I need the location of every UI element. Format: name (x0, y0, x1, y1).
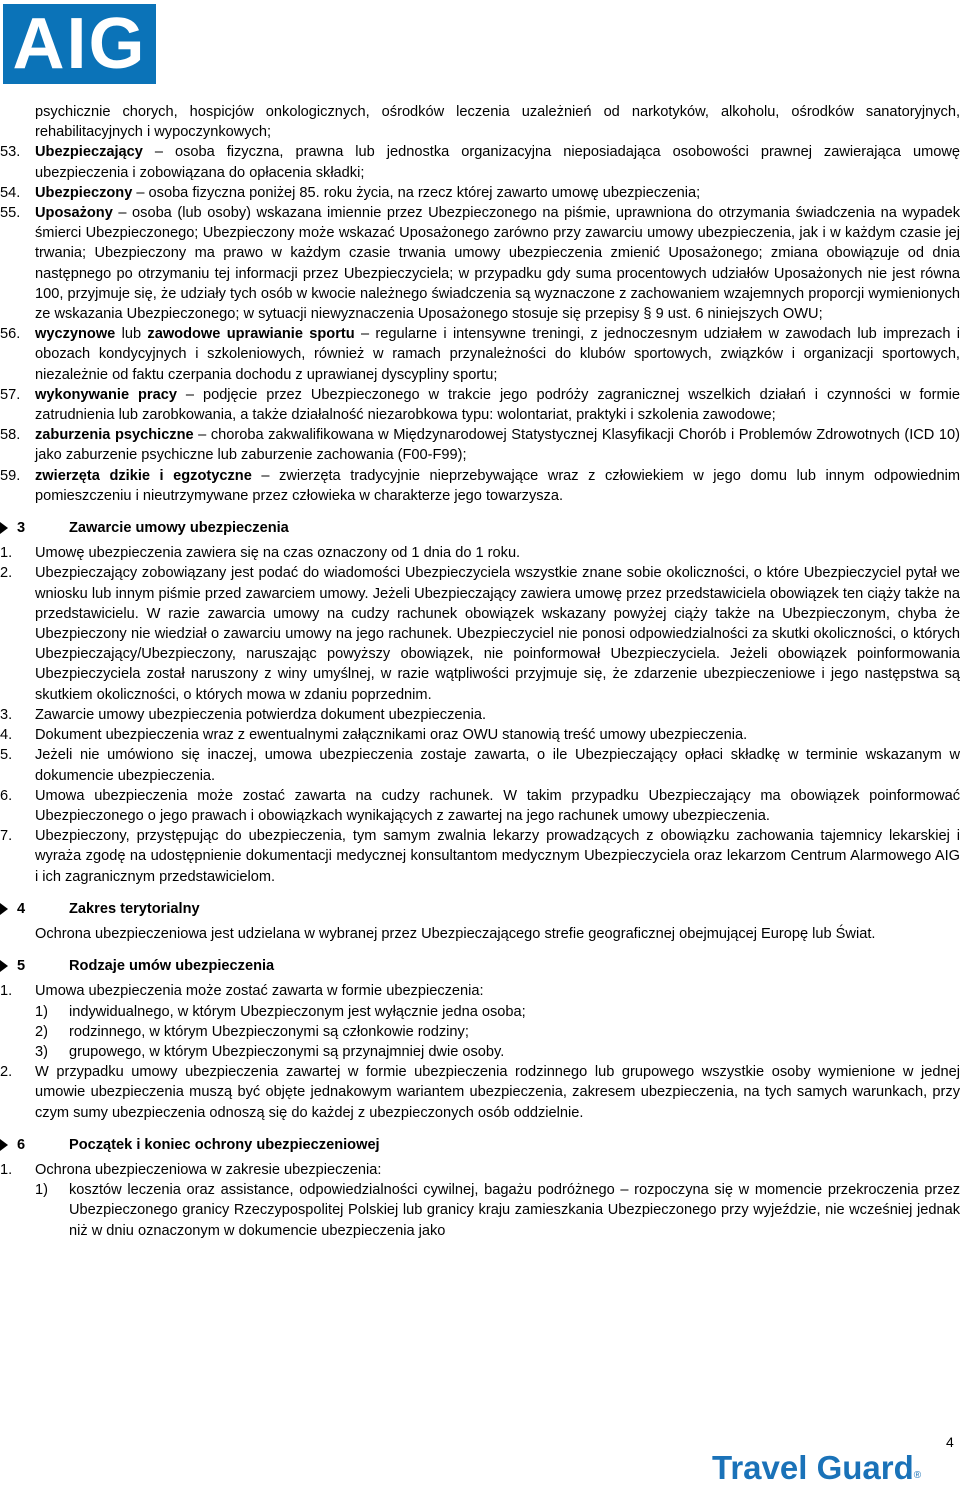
section-5-subitem-1 (0, 1002, 960, 1022)
item-number: 4. (0, 727, 13, 744)
definition-number: 53. (0, 144, 21, 161)
section-text: Ochrona ubezpieczeniowa jest udzielana w wybranej przez Ubezpieczającego strefie geograficznej obejmującej Europę lub Świat. (35, 925, 876, 942)
item-number: 1. (0, 1161, 13, 1178)
item-text: Ubezpieczony, przystępując do ubezpieczenia, tym samym zwalnia lekarzy prowadzących z obowiązku zachowania tajemnicy lekarskiej i wyraża zgodę na udostępnienie dokumentacji medycznej konsultantom medycznym Ubezpieczyciela oraz lekarzom Centrum Alarmowego AIG i ich zagranicznym przedstawicielom. (35, 828, 960, 885)
item-number: 5. (0, 747, 13, 764)
section-number: 4 (17, 900, 26, 917)
item-text: Ochrona ubezpieczeniowa w zakresie ubezpieczenia: (35, 1161, 382, 1178)
section-3-item-1 (0, 543, 960, 563)
subitem-number: 1) (35, 1182, 48, 1199)
section-3-item-5 (0, 745, 960, 785)
definition-text: – regularne i intensywne treningi, z jednoczesnym udziałem w zawodach lub imprezach i obozach kondycyjnych i szkoleniowych, również w ramach przynależności do klubów sportowych, związków i organizacji sportowych, niezależnie od faktu czerpania dochodu z uprawianej dyscypliny sportu; (35, 326, 960, 383)
section-title: Zakres terytorialny (69, 900, 200, 917)
definition-59 (0, 466, 960, 506)
section-3-heading (0, 518, 960, 538)
bullet-arrow-icon (0, 1139, 8, 1151)
section-3-item-7 (0, 826, 960, 887)
item-text: Umowę ubezpieczenia zawiera się na czas oznaczony od 1 dnia do 1 roku. (35, 545, 521, 562)
section-3-item-2 (0, 563, 960, 704)
subitem-number: 1) (35, 1003, 48, 1020)
section-3-item-3 (0, 705, 960, 725)
item-number: 2. (0, 1064, 13, 1081)
section-5-heading (0, 956, 960, 976)
subitem-text: grupowego, w którym Ubezpieczonymi są przynajmniej dwie osoby. (69, 1043, 505, 1060)
item-number: 6. (0, 787, 13, 804)
bullet-arrow-icon (0, 522, 8, 534)
item-text: Dokument ubezpieczenia wraz z ewentualnymi załącznikami oraz OWU stanowią treść umowy ubezpieczenia. (35, 727, 748, 744)
brand-text: Travel Guard (712, 1449, 914, 1486)
spacer (0, 506, 960, 518)
section-5-item-2 (0, 1062, 960, 1123)
definition-57 (0, 385, 960, 425)
registered-mark: ® (913, 1470, 922, 1481)
aig-logo (3, 4, 156, 84)
definition-term: wyczynowe (35, 326, 116, 343)
definition-term: Ubezpieczony (35, 184, 133, 201)
definition-text: – osoba fizyczna, prawna lub jednostka organizacyjna nieposiadająca osobowości prawnej zawierająca umowę ubezpieczenia i zobowiązana do opłacenia składki; (35, 144, 960, 181)
section-number: 5 (17, 958, 26, 975)
subitem-text: rodzinnego, w którym Ubezpieczonymi są członkowie rodziny; (69, 1023, 469, 1040)
definition-52-continued (0, 102, 960, 142)
item-number: 7. (0, 828, 13, 845)
definition-connector: lub (115, 326, 148, 343)
definition-56 (0, 324, 960, 385)
item-number: 1. (0, 545, 13, 562)
definition-number: 58. (0, 427, 21, 444)
subitem-number: 2) (35, 1023, 48, 1040)
definition-58 (0, 425, 960, 465)
definition-text: – podjęcie przez Ubezpieczonego w trakcie jego podróży zagranicznej wszelkich działań i czynności w formie zatrudnienia lub zarobkowania, a także działalność niezarobkowa typu: wolontariat, praktyki i szkolenia zawodowe; (35, 386, 960, 424)
subitem-text: kosztów leczenia oraz assistance, odpowiedzialności cywilnej, bagażu podróżnego – rozpoczyna się w momencie przekroczenia przez Ubezpieczonego granicy Rzeczypospolitej Polskiej lub granicy kraju zamieszkania Ubezpieczonego przy wyjeździe, nie wcześniej jednak niż w dniu oznaczonym w dokumencie ubezpieczenia jako (69, 1182, 960, 1239)
section-3-item-4 (0, 725, 960, 745)
bullet-arrow-icon (0, 960, 8, 972)
section-title: Początek i koniec ochrony ubezpieczeniowej (69, 1136, 380, 1153)
item-number: 2. (0, 565, 13, 582)
definition-text: – osoba (lub osoby) wskazana imiennie przez Ubezpieczonego na piśmie, uprawniona do otrzymania świadczenia na wypadek śmierci Ubezpieczonego; Ubezpieczony może wskazać Uposażonego zarówno przy zawarciu umowy ubezpieczenia, jak i w każdym czasie jej trwania; Ubezpieczony ma prawo w każdym czasie trwania umowy ubezpieczenia zmienić Uposażonego; zmiana obowiązuje od dnia następnego po otrzymaniu tej informacji przez Ubezpieczyciela; w przypadku gdy suma procentowych udziałów Uposażonych nie jest równa 100, przyjmuje się, że udziały tych osób w kwocie należnego świadczenia są wyznaczone z zachowaniem wzajemnych proporcji wymienionych ze wskazania Ubezpieczonego; w sytuacji niewyznaczenia Uposażonego stosuje się przepisy § 9 ust. 6 niniejszych OWU; (35, 205, 960, 323)
subitem-text: indywidualnego, w którym Ubezpieczonym jest wyłącznie jedna osoba; (69, 1003, 526, 1020)
section-5-subitem-2 (0, 1022, 960, 1042)
item-number: 3. (0, 706, 13, 723)
travel-guard-logo (712, 1446, 921, 1490)
spacer (0, 1123, 960, 1135)
definition-text: – osoba fizyczna poniżej 85. roku życia, na rzecz której zawarto umowę ubezpieczenia; (132, 184, 701, 201)
section-5-item-1 (0, 981, 960, 1001)
section-5-subitem-3 (0, 1042, 960, 1062)
definition-term: Ubezpieczający (35, 144, 143, 161)
item-text: Jeżeli nie umówiono się inaczej, umowa ubezpieczenia zostaje zawarta, o ile Ubezpieczający opłaci składkę w terminie wskazanym w dokumencie ubezpieczenia. (35, 747, 960, 784)
section-6-item-1 (0, 1160, 960, 1180)
document-body (0, 102, 960, 1241)
definition-number: 56. (0, 326, 21, 343)
definition-53 (0, 142, 960, 182)
item-text: W przypadku umowy ubezpieczenia zawartej w formie ubezpieczenia rodzinnego lub grupowego wszystkie osoby wymienione w jednej umowie ubezpieczenia muszą być objęte jednakowym wariantem ubezpieczenia, zakresem ubezpieczenia, na tych samych warunkach, przy czym sumy ubezpieczenia odnoszą się do każdej z ubezpieczonych osób oddzielnie. (35, 1064, 960, 1121)
item-text: Umowa ubezpieczenia może zostać zawarta w formie ubezpieczenia: (35, 983, 484, 1000)
section-title: Rodzaje umów ubezpieczenia (69, 958, 275, 975)
aig-logo-text: AIG (12, 4, 147, 84)
item-text: Umowa ubezpieczenia może zostać zawarta na cudzy rachunek. W takim przypadku Ubezpieczający ma obowiązek poinformować Ubezpieczonego o jego prawach i obowiązkach wynikających z zawartej na jego rachunek umowy ubezpieczenia. (35, 787, 960, 824)
section-title: Zawarcie umowy ubezpieczenia (69, 520, 289, 537)
spacer (0, 944, 960, 956)
section-number: 6 (17, 1136, 26, 1153)
definition-text: – choroba zakwalifikowana w Międzynarodowej Statystycznej Klasyfikacji Chorób i Problemów Zdrowotnych (ICD 10) jako zaburzenie psychiczne lub zaburzenie zachowania (F00-F99); (35, 427, 960, 464)
bullet-arrow-icon (0, 903, 8, 915)
item-text: Ubezpieczający zobowiązany jest podać do wiadomości Ubezpieczyciela wszystkie znane sobie okoliczności, o które Ubezpieczyciel pytał we wniosku lub innym piśmie przed zawarciem umowy. Jeżeli Ubezpieczający zawiera umowę przez przedstawiciela obowiązek ten ciąży także na przedstawicielu. W razie zawarcia umowy na cudzy rachunek obowiązek wskazany powyżej ciąży także na Ubezpieczonym, chyba że Ubezpieczony nie wiedział o zawarciu umowy na jego rachunek. Ubezpieczyciel nie ponosi odpowiedzialności za skutki okoliczności, o których Ubezpieczający/Ubezpieczony, naruszając powyższy obowiązek, nie poinformował Ubezpieczyciela. Jeżeli obowiązek poinformowania Ubezpieczyciela został naruszony z winy umyślnej, w razie wątpliwości przyjmuje się, że zdarzenie ubezpieczeniowe i jego następstwa są skutkiem okoliczności, o których mowa w zdaniu poprzednim. (35, 565, 960, 703)
definition-number: 54. (0, 184, 21, 201)
definition-number: 55. (0, 205, 21, 222)
definition-term: Uposażony (35, 205, 113, 222)
definition-54 (0, 183, 960, 203)
section-6-subitem-1 (0, 1180, 960, 1241)
definition-term: zaburzenia psychiczne (35, 427, 194, 444)
spacer (0, 887, 960, 899)
definition-term: wykonywanie pracy (35, 386, 177, 403)
item-text: Zawarcie umowy ubezpieczenia potwierdza dokument ubezpieczenia. (35, 706, 487, 723)
definition-number: 57. (0, 386, 21, 403)
section-6-heading (0, 1135, 960, 1155)
definition-term: zawodowe uprawianie sportu (147, 326, 355, 343)
item-number: 1. (0, 983, 13, 1000)
subitem-number: 3) (35, 1043, 48, 1060)
definition-text: – zwierzęta tradycyjnie nieprzebywające wraz z człowiekiem w jego domu lub innym odpowiednim pomieszczeniu i nieutrzymywane przez człowieka w charakterze jego towarzysza. (35, 467, 960, 504)
definition-55 (0, 203, 960, 324)
section-4-heading (0, 899, 960, 919)
section-3-item-6 (0, 786, 960, 826)
section-4-text (0, 924, 960, 944)
definition-number: 59. (0, 467, 21, 484)
definition-text: psychicznie chorych, hospicjów onkologicznych, ośrodków leczenia uzależnień od narkotyków, alkoholu, ośrodków sanatoryjnych, rehabilitacyjnych i wypoczynkowych; (35, 104, 960, 141)
page-number: 4 (946, 1434, 954, 1450)
definition-term: zwierzęta dzikie i egzotyczne (35, 467, 252, 484)
section-number: 3 (17, 520, 26, 537)
